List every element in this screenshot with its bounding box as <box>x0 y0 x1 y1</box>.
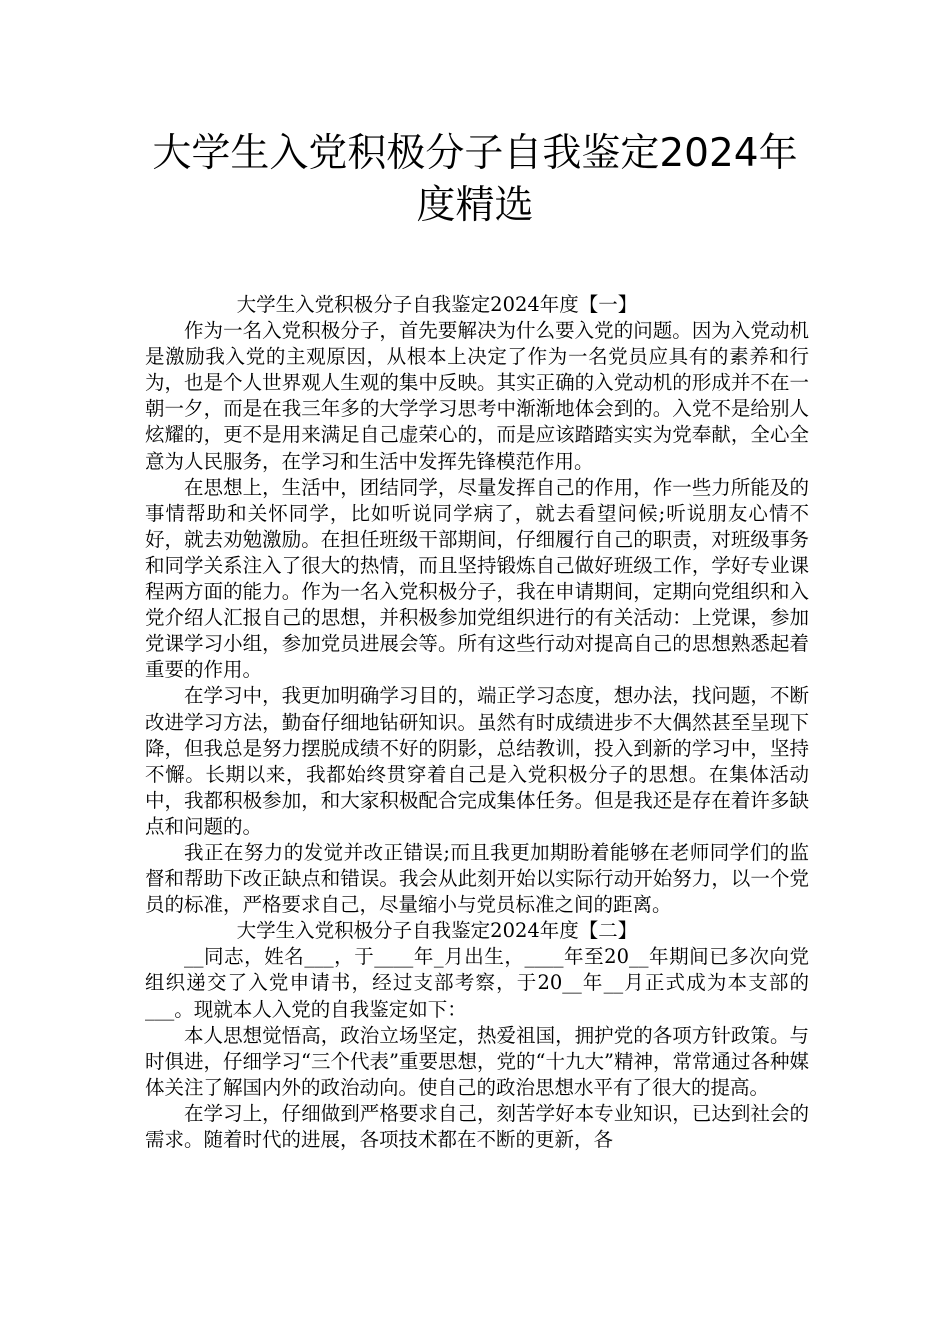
section-heading-2: 大学生入党积极分子自我鉴定2024年度【二】 <box>236 919 638 943</box>
paragraph: 我正在努力的发觉并改正错误;而且我更加期盼着能够在老师同学们的监督和帮助下改正缺点和错误。我会从此刻开始以实际行动开始努力，以一个党员的标准，严格要求自己，尽量缩小与党员标准之间的距离。 <box>145 840 809 917</box>
paragraph: 作为一名入党积极分子，首先要解决为什么要入党的问题。因为入党动机是激励我入党的主观原因，从根本上决定了作为一名党员应具有的素养和行为，也是个人世界观人生观的集中反映。其实正确的入党动机的形成并不在一朝一夕，而是在我三年多的大学学习思考中渐渐地体会到的。入党不是给别人炫耀的，更不是用来满足自己虚荣心的，而是应该踏踏实实为党奉献，全心全意为人民服务，在学习和生活中发挥先锋模范作用。 <box>145 319 809 473</box>
paragraph: 在学习中，我更加明确学习目的，端正学习态度，想办法，找问题，不断改进学习方法，勤奋仔细地钻研知识。虽然有时成绩进步不大偶然甚至呈现下降，但我总是努力摆脱成绩不好的阴影，总结教训，投入到新的学习中，坚持不懈。长期以来，我都始终贯穿着自己是入党积极分子的思想。在集体活动中，我都积极参加，和大家积极配合完成集体任务。但是我还是存在着许多缺点和问题的。 <box>145 684 809 838</box>
paragraph: __同志，姓名___，于____年_月出生，____年至20__年期间已多次向党组织递交了入党申请书，经过支部考察，于20__年__月正式成为本支部的___。现就本人入党的自我鉴定如下： <box>145 945 809 1021</box>
paragraph: 本人思想觉悟高，政治立场坚定，热爱祖国，拥护党的各项方针政策。与时俱进，仔细学习“三个代表”重要思想，党的“十九大”精神，常常通过各种媒体关注了解国内外的政治动向。使自己的政治思想水平有了很大的提高。 <box>145 1023 809 1099</box>
paragraph: 在学习上，仔细做到严格要求自己，刻苦学好本专业知识，已达到社会的需求。随着时代的进展，各项技术都在不断的更新，各 <box>145 1101 809 1151</box>
paragraph: 在思想上，生活中，团结同学，尽量发挥自己的作用，作一些力所能及的事情帮助和关怀同学，比如听说同学病了，就去看望问候;听说朋友心情不好，就去劝勉激励。在担任班级干部期间，仔细履行自己的职责，对班级事务和同学关系注入了很大的热情，而且坚持锻炼自己做好班级工作，学好专业课程两方面的能力。作为一名入党积极分子，我在申请期间，定期向党组织和入党介绍人汇报自己的思想，并积极参加党组织进行的有关活动：上党课，参加党课学习小组，参加党员进展会等。所有这些行动对提高自己的思想熟悉起着重要的作用。 <box>145 475 809 682</box>
document-title: 大学生入党积极分子自我鉴定2024年度精选 <box>152 131 798 228</box>
section-heading-1: 大学生入党积极分子自我鉴定2024年度【一】 <box>236 293 638 316</box>
document-body <box>145 292 809 1153</box>
